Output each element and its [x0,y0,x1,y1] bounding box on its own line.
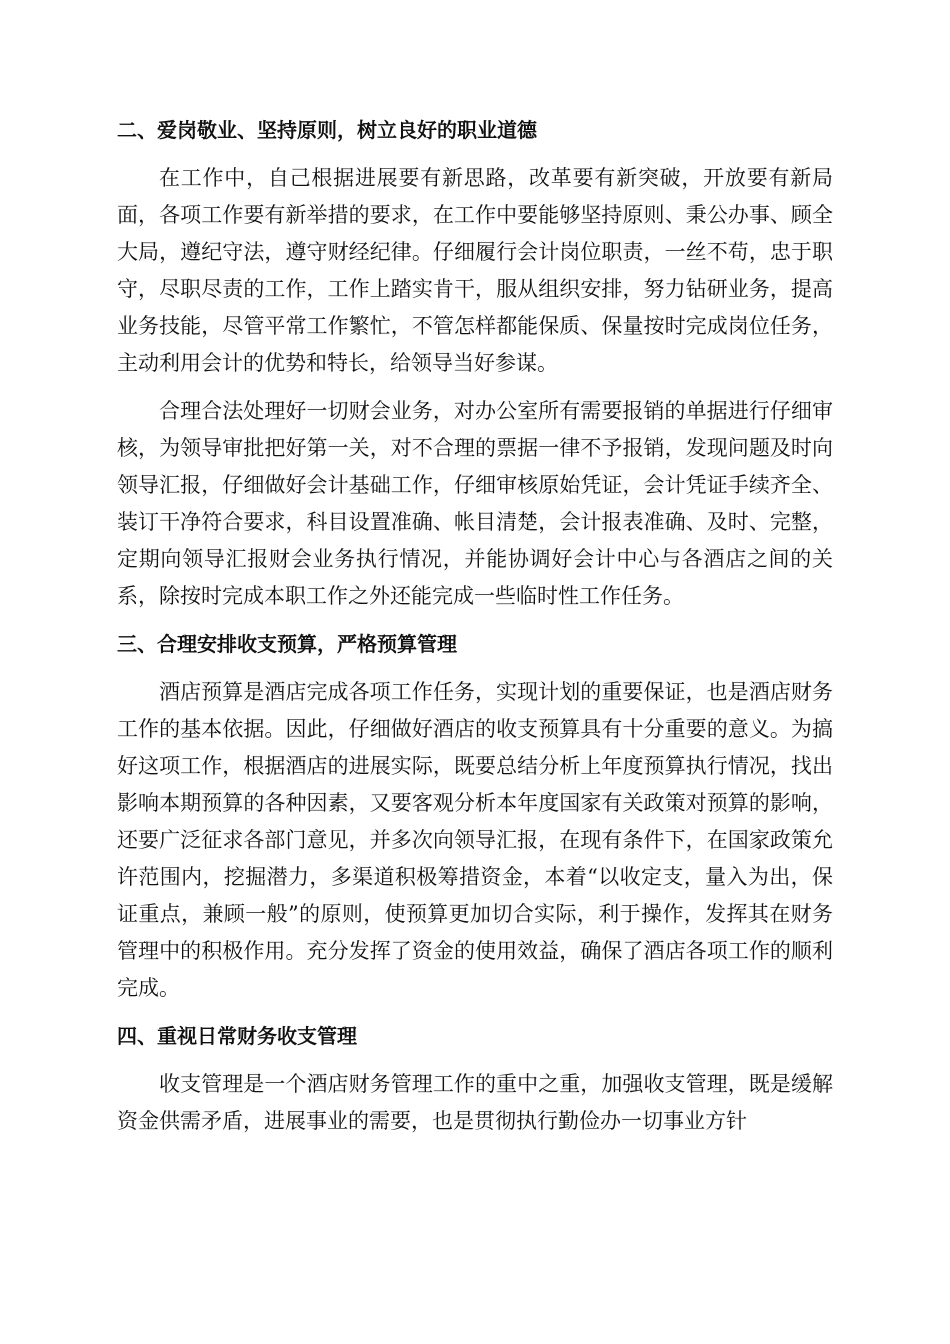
section-2-paragraph-2: 合理合法处理好一切财会业务，对办公室所有需要报销的单据进行仔细审核，为领导审批把好第一关，对不合理的票据一律不予报销，发现问题及时向领导汇报，仔细做好会计基础工作，仔细审核原始凭证，会计凭证手续齐全、装订干净符合要求，科目设置准确、帐目清楚，会计报表准确、及时、完整，定期向领导汇报财会业务执行情况，并能协调好会计中心与各酒店之间的关系，除按时完成本职工作之外还能完成一些临时性工作任务。 [117,399,833,608]
section-heading-3: 三、合理安排收支预算，严格预算管理 [117,632,457,656]
section-4-paragraph-1: 收支管理是一个酒店财务管理工作的重中之重，加强收支管理，既是缓解资金供需矛盾，进展事业的需要，也是贯彻执行勤俭办一切事业方针 [117,1072,833,1133]
section-heading-4: 四、重视日常财务收支管理 [117,1024,357,1048]
document-page [117,112,833,1151]
section-2-paragraph-1: 在工作中，自己根据进展要有新思路，改革要有新突破，开放要有新局面，各项工作要有新举措的要求，在工作中要能够坚持原则、秉公办事、顾全大局，遵纪守法，遵守财经纪律。仔细履行会计岗位职责，一丝不苟，忠于职守，尽职尽责的工作，工作上踏实肯干，服从组织安排，努力钻研业务，提高业务技能，尽管平常工作繁忙，不管怎样都能保质、保量按时完成岗位任务，主动利用会计的优势和特长，给领导当好参谋。 [117,166,833,375]
section-heading-2: 二、爱岗敬业、坚持原则，树立良好的职业道德 [117,118,537,142]
section-3-paragraph-1: 酒店预算是酒店完成各项工作任务，实现计划的重要保证，也是酒店财务工作的基本依据。因此，仔细做好酒店的收支预算具有十分重要的意义。为搞好这项工作，根据酒店的进展实际，既要总结分析上年度预算执行情况，找出影响本期预算的各种因素，又要客观分析本年度国家有关政策对预算的影响，还要广泛征求各部门意见，并多次向领导汇报，在现有条件下，在国家政策允许范围内，挖掘潜力，多渠道积极筹措资金，本着“以收定支，量入为出，保证重点，兼顾一般”的原则，使预算更加切合实际，利于操作，发挥其在财务管理中的积极作用。充分发挥了资金的使用效益，确保了酒店各项工作的顺利完成。 [117,680,833,1000]
